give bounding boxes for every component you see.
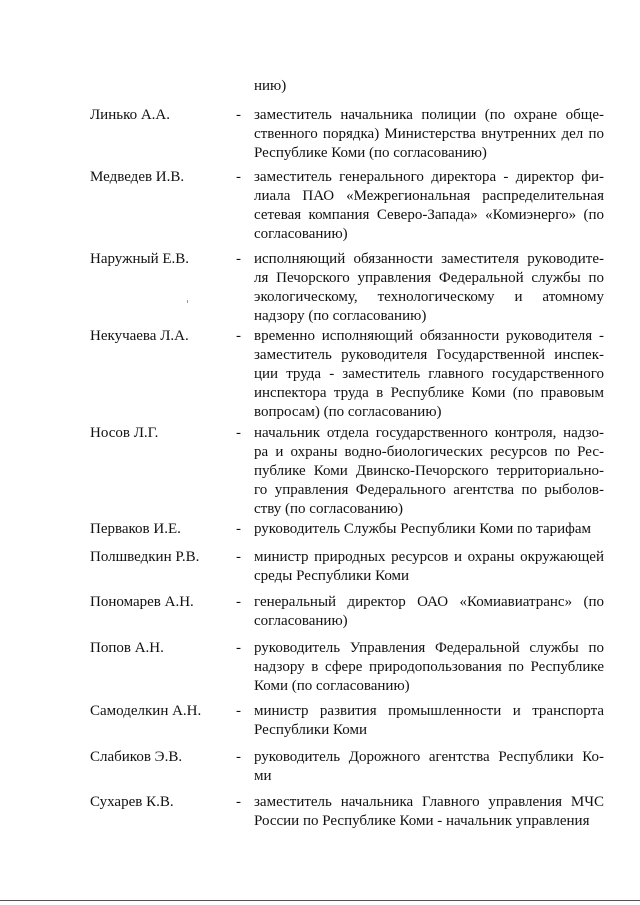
member-name: Наружный Е.В. [90, 251, 190, 267]
position-line: исполняющий обязанности заместителя руководите- [254, 251, 604, 267]
member-name: Перваков И.Е. [90, 521, 181, 537]
position-line: согласованию) [254, 226, 348, 242]
member-name: Полшведкин Р.В. [90, 549, 200, 565]
continuation-text: нию) [254, 78, 287, 94]
position-line: среды Республики Коми [254, 568, 410, 584]
member-position [254, 168, 604, 244]
member-position [254, 106, 604, 163]
position-line: Коми (по согласованию) [254, 678, 410, 694]
position-line: ственного порядка) Министерства внутренних дел по [254, 126, 604, 142]
member-position [254, 748, 604, 786]
position-line: временно исполняющий обязанности руководителя - [254, 328, 604, 344]
position-line: ра и охраны водно-биологических ресурсов по Рес- [254, 444, 604, 460]
position-line: руководитель Службы Республики Коми по тарифам [254, 521, 592, 537]
separator-dash: - [236, 107, 241, 123]
position-line: Республики Коми [254, 722, 367, 738]
position-line: вопросам) (по согласованию) [254, 404, 442, 420]
separator-dash: - [236, 425, 241, 441]
position-line: ции труда - заместитель главного государственного [254, 366, 604, 382]
separator-dash: - [236, 549, 241, 565]
position-line: ству (по согласованию) [254, 501, 403, 517]
position-line: заместитель руководителя Государственной инспек- [254, 347, 604, 363]
member-position [254, 702, 604, 740]
member-name: Сухарев К.В. [90, 794, 174, 810]
member-position [254, 593, 604, 631]
position-line: ми [254, 768, 272, 784]
member-name: Самоделкин А.Н. [90, 703, 202, 719]
position-line: России по Республике Коми - начальник управления [254, 813, 590, 829]
position-line: надзору в сфере природопользования по Республике [254, 659, 604, 675]
member-name: Линько А.А. [90, 107, 171, 123]
member-position [254, 424, 604, 519]
position-line: инспектора труда в Республике Коми (по правовым [254, 385, 604, 401]
position-line: министр развития промышленности и транспорта [254, 703, 604, 719]
position-line: министр природных ресурсов и охраны окружающей [254, 549, 604, 565]
position-line: заместитель генерального директора - директор фи- [254, 169, 604, 185]
position-line: генеральный директор ОАО «Комиавиатранс» (по [254, 594, 604, 610]
member-position [254, 548, 604, 586]
position-line: го управления Федерального агентства по рыболов- [254, 482, 604, 498]
position-line: публике Коми Двинско-Печорского территориально- [254, 463, 604, 479]
member-name: Пономарев А.Н. [90, 594, 194, 610]
separator-dash: - [236, 251, 241, 267]
separator-dash: - [236, 169, 241, 185]
member-name: Медведев И.В. [90, 169, 185, 185]
scan-edge-line [0, 900, 640, 901]
separator-dash: - [236, 749, 241, 765]
member-position [254, 520, 604, 539]
position-line: Республике Коми (по согласованию) [254, 145, 487, 161]
position-line: руководитель Дорожного агентства Республики Ко- [254, 749, 604, 765]
position-line: лиала ПАО «Межрегиональная распределительная [254, 188, 604, 204]
member-position [254, 327, 604, 422]
member-position [254, 793, 604, 831]
member-name: Носов Л.Г. [90, 425, 159, 441]
separator-dash: - [236, 703, 241, 719]
position-line: заместитель начальника Главного управления МЧС [254, 794, 604, 810]
separator-dash: - [236, 640, 241, 656]
position-line: заместитель начальника полиции (по охране обще- [254, 107, 604, 123]
separator-dash: - [236, 521, 241, 537]
member-name: Попов А.Н. [90, 640, 164, 656]
position-line: ля Печорского управления Федеральной службы по [254, 270, 604, 286]
separator-dash: - [236, 794, 241, 810]
member-name: Некучаева Л.А. [90, 328, 189, 344]
position-line: экологическому, технологическому и атомному [254, 289, 604, 305]
scan-speck [187, 300, 188, 303]
position-line: согласованию) [254, 613, 348, 629]
separator-dash: - [236, 594, 241, 610]
member-name: Слабиков Э.В. [90, 749, 183, 765]
position-line: надзору (по согласованию) [254, 308, 427, 324]
position-line: начальник отдела государственного контроля, надзо- [254, 425, 604, 441]
member-position [254, 639, 604, 696]
separator-dash: - [236, 328, 241, 344]
position-line: сетевая компания Северо-Запада» «Комиэнерго» (по [254, 207, 604, 223]
position-line: руководитель Управления Федеральной службы по [254, 640, 604, 656]
member-position [254, 250, 604, 326]
